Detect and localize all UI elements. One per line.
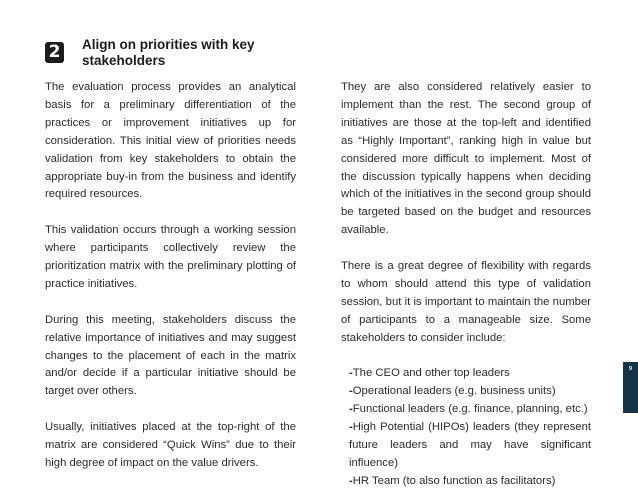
page-number: 9 bbox=[628, 366, 633, 372]
paragraph: During this meeting, stakeholders discuss the relative importance of initiatives and may suggest changes to the placement of each in the matrix and/or decide if a particular initiative should be target over others. bbox=[45, 313, 296, 398]
list-item bbox=[341, 383, 591, 401]
paragraph: This validation occurs through a working session where participants collectively review the prioritization matrix with the preliminary plotting of practice initiatives. bbox=[45, 224, 296, 290]
paragraph: There is a great degree of flexibility with regards to whom should attend this type of validation session, but it is important to maintain the number of participants to a manageable size. Some stakeholders to consider include: bbox=[341, 260, 591, 344]
left-column bbox=[45, 79, 296, 473]
paragraph: They are also considered relatively easier to implement than the rest. The second group of initiatives are those at the top-left and identified as “Highly Important”, ranking high in value but considered more difficult to implement. Most of the discussion typically happens when deciding which of the initiatives in the second group should be targeted based on the budget and resources available. bbox=[341, 81, 591, 237]
stakeholder-list bbox=[341, 365, 591, 490]
list-item-text: The CEO and other top leaders bbox=[352, 367, 510, 380]
list-item-text: Functional leaders (e.g. finance, planning, etc.) bbox=[352, 403, 588, 416]
right-column bbox=[341, 79, 591, 491]
list-dash: - bbox=[349, 403, 353, 416]
section-title: Align on priorities with key stakeholders bbox=[82, 37, 255, 68]
list-item bbox=[341, 473, 591, 491]
list-item-text: High Potential (HIPOs) leaders (they represent future leaders and may have significant influence) bbox=[349, 421, 591, 469]
page-number-tab bbox=[623, 362, 638, 413]
list-item bbox=[341, 401, 591, 419]
paragraph: The evaluation process provides an analytical basis for a preliminary differentiation of the practices or improvement initiatives up for consideration. This initial view of priorities needs validation from key stakeholders to obtain the appropriate buy-in from the business and identify required resources. bbox=[45, 81, 296, 201]
list-dash: - bbox=[349, 421, 353, 434]
list-dash: - bbox=[349, 367, 353, 380]
list-item-text: HR Team (to also function as facilitators) bbox=[352, 474, 556, 487]
list-item bbox=[341, 365, 591, 383]
list-item bbox=[341, 419, 591, 473]
list-dash: - bbox=[349, 385, 353, 398]
list-dash: - bbox=[349, 474, 353, 487]
paragraph: Usually, initiatives placed at the top-right of the matrix are considered “Quick Wins” due to their high degree of impact on the value drivers. bbox=[45, 421, 296, 469]
step-number-badge: 2 bbox=[45, 42, 64, 63]
list-item-text: Operational leaders (e.g. business units) bbox=[352, 385, 556, 398]
